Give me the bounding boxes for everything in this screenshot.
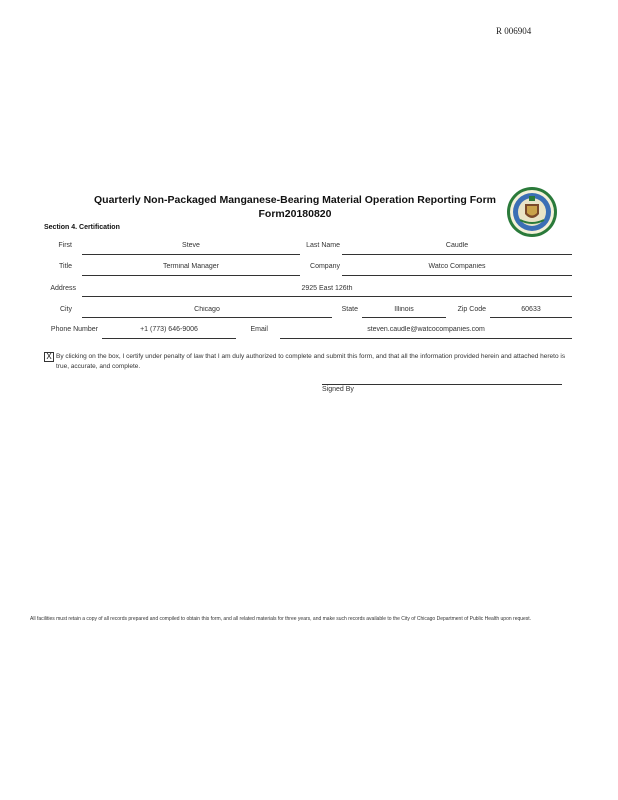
title-label: Title [59,263,72,270]
state-label: State [341,306,358,313]
last-name-underline [342,254,572,255]
email-label: Email [250,326,268,333]
footer-note: All facilities must retain a copy of all records prepared and compiled to obtain this form, and all related materials for three years, and make such records available to the City of Chicago Department of Public Health upon request. [30,616,532,622]
state-value[interactable]: Illinois [394,306,414,313]
zip-label: Zip Code [457,306,486,313]
state-underline [362,317,446,318]
first-label: First [58,242,72,249]
form-title-line2: Form20180820 [258,208,332,220]
email-underline [280,338,572,339]
first-underline [82,254,300,255]
last-name-value[interactable]: Caudle [445,242,469,249]
signature-line [322,384,562,385]
city-underline [82,317,332,318]
phone-underline [102,338,236,339]
certification-checkbox[interactable]: X [44,352,54,362]
address-label: Address [50,285,76,292]
city-seal-icon [506,186,558,238]
last-name-label: Last Name [306,242,340,249]
company-label: Company [310,263,340,270]
company-value[interactable]: Watco Companies [428,263,486,270]
first-value[interactable]: Steve [182,242,200,249]
form-title-line1: Quarterly Non-Packaged Manganese-Bearing Material Operation Reporting Form [94,194,496,206]
zip-underline [490,317,572,318]
form-title [90,193,500,221]
title-value[interactable]: Terminal Manager [162,263,220,270]
title-underline [82,275,300,276]
section-title: Section 4. Certification [44,224,120,231]
company-underline [342,275,572,276]
signed-by-label: Signed By [322,386,354,393]
address-underline [82,296,572,297]
phone-label: Phone Number [50,326,98,333]
certification-text: By clicking on the box, I certify under penalty of law that I am duly authorized to complete and submit this form, and that all the information provided herein and attached hereto is true, accurate, and complete. [56,353,566,370]
zip-value[interactable]: 60633 [521,306,541,313]
city-label: City [59,306,72,313]
email-value[interactable]: steven.caudle@watcocompanies.com [367,326,485,333]
bates-number: R 006904 [496,26,532,36]
phone-value[interactable]: +1 (773) 646-9006 [140,326,198,333]
city-value[interactable]: Chicago [194,306,220,313]
address-value[interactable]: 2925 East 126th [301,285,353,292]
